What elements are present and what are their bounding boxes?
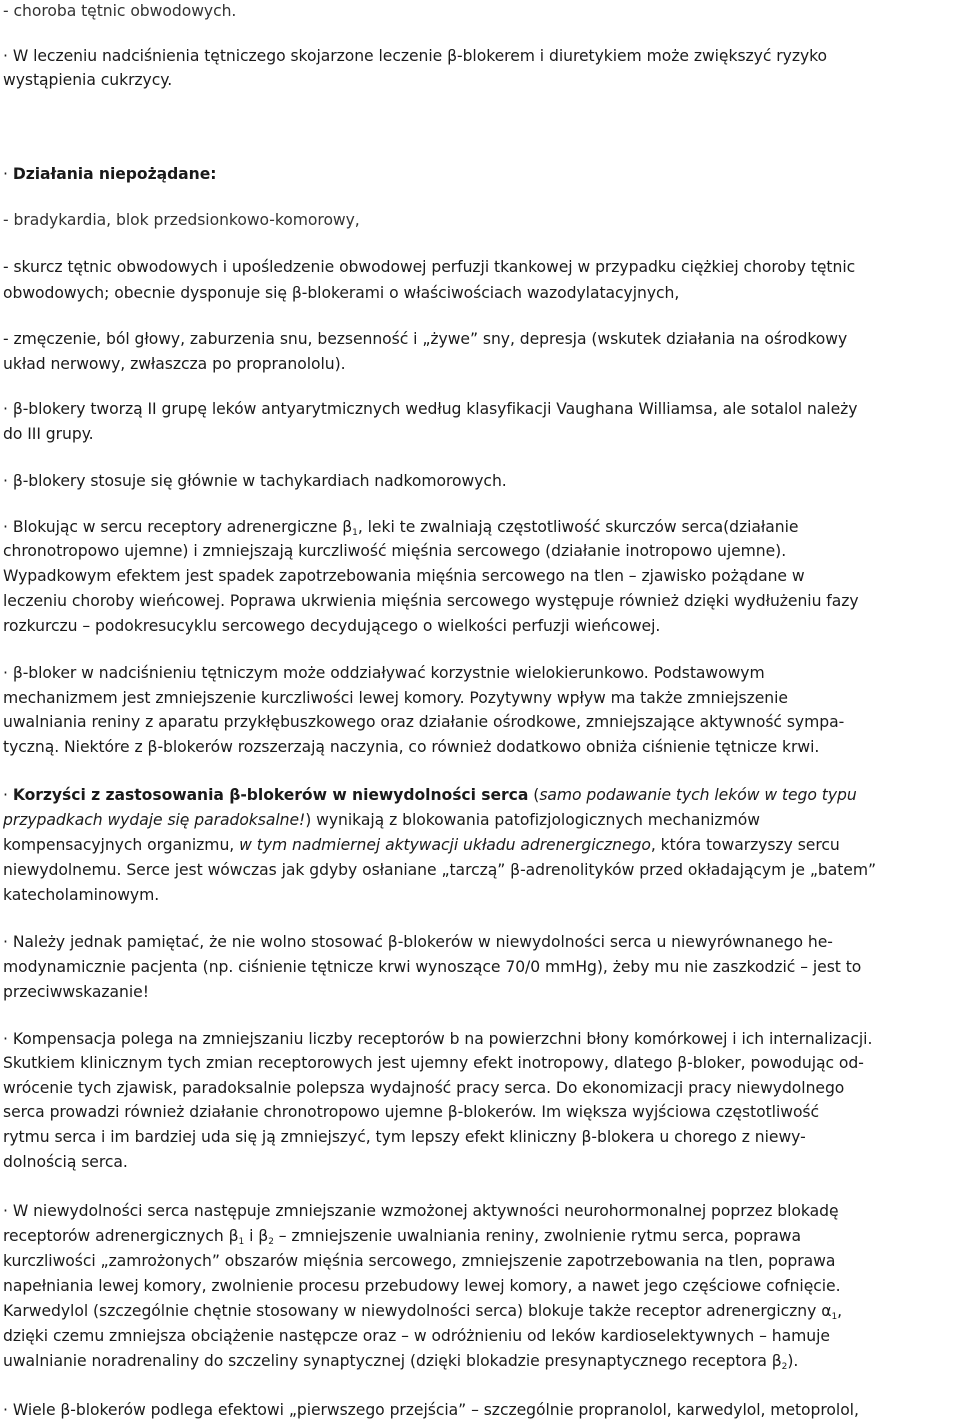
text-run: przeciwwskazanie! <box>3 983 149 1001</box>
text-run: · β-blokery stosuje się głównie w tachykardiach nadkomorowych. <box>3 472 507 490</box>
text-run: do III grupy. <box>3 425 94 443</box>
text-line <box>3 835 840 855</box>
text-run: - choroba tętnic obwodowych. <box>3 2 237 20</box>
text-line <box>3 1251 835 1271</box>
text-run: · W niewydolności serca następuje zmniejszanie wzmożonej aktywności neurohormonalnej poprzez blokadę <box>3 1202 839 1220</box>
text-line <box>3 1053 864 1073</box>
text-line <box>3 860 876 880</box>
italic-text: przypadkach wydaje się paradoksalne! <box>3 811 306 829</box>
text-line <box>3 283 679 303</box>
text-run: · Wiele β-blokerów podlega efektowi „pierwszego przejścia” – szczególnie propranolol, karwedylol, metoprolol, <box>3 1401 859 1419</box>
text-run: · <box>3 165 13 183</box>
text-line <box>3 399 857 419</box>
text-line <box>3 982 149 1002</box>
section-heading <box>3 164 216 184</box>
text-run: wrócenie tych zjawisk, paradoksalnie polepsza wydajność pracy serca. Do ekonomizacji pracy niewydolnego <box>3 1079 845 1097</box>
text-run: Skutkiem klinicznym tych zmian receptorowych jest ujemny efekt inotropowy, dlatego β-bloker, powodując od- <box>3 1054 864 1072</box>
text-run: wystąpienia cukrzycy. <box>3 71 173 89</box>
text-line <box>3 46 827 66</box>
text-run: rytmu serca i im bardziej uda się ją zmniejszyć, tym lepszy efekt kliniczny β-blokera u chorego z niewy- <box>3 1128 806 1146</box>
text-run: tyczną. Niektóre z β-blokerów rozszerzają naczynia, co również dodatkowo obniża ciśnienie tętnicze krwi. <box>3 738 820 756</box>
sub-text: 1 <box>352 528 358 538</box>
text-run: ). <box>787 1352 799 1370</box>
text-run: Wypadkowym efektem jest spadek zapotrzebowania mięśnia sercowego na tlen – zjawisko pożądane w <box>3 567 805 585</box>
text-line <box>3 1152 128 1172</box>
bold-text: Korzyści z zastosowania β-blokerów w niewydolności serca <box>12 786 529 804</box>
italic-text: samo podawanie tych leków w tego typu <box>539 786 857 804</box>
text-run: · Należy jednak pamiętać, że nie wolno stosować β-blokerów w niewydolności serca u niewyrównanego he- <box>3 933 833 951</box>
text-line <box>3 471 507 491</box>
text-run: uwalniania reniny z aparatu przykłębuszkowego oraz działanie ośrodkowe, zmniejszające aktywność sympa- <box>3 713 845 731</box>
text-run: katecholaminowym. <box>3 886 160 904</box>
text-run: ) wynikają z blokowania patofizjologicznych mechanizmów <box>305 811 760 829</box>
sub-text: 2 <box>781 1362 788 1372</box>
text-line <box>3 70 172 90</box>
text-line <box>3 1351 798 1371</box>
text-run: · β-blokery tworzą II grupę leków antyarytmicznych według klasyfikacji Vaughana Williamsa, ale sotalol należy <box>3 400 858 418</box>
text-line <box>3 1078 844 1098</box>
text-line <box>3 712 844 732</box>
text-run: kompensacyjnych organizmu, <box>3 836 240 854</box>
text-run: mechanizmem jest zmniejszenie kurczliwości lewej komory. Pozytywny wpływ ma także zmniejszenie <box>3 689 788 707</box>
text-line <box>3 1102 819 1122</box>
text-run: · <box>3 786 13 804</box>
text-line <box>3 1326 830 1346</box>
text-run: serca prowadzi również działanie chronotropowo ujemne β-blokerów. Im większa wyjściowa częstotliwość <box>3 1103 820 1121</box>
text-run: ( <box>528 786 540 804</box>
text-run: · β-bloker w nadciśnieniu tętniczym może oddziaływać korzystnie wielokierunkowo. Podstawowym <box>3 664 765 682</box>
text-run: modynamicznie pacjenta (np. ciśnienie tętnicze krwi wynoszące 70/0 mmHg), żeby mu nie zaszkodzić – jest to <box>3 958 862 976</box>
text-run: chronotropowo ujemne) i zmniejszają kurczliwość mięśnia sercowego (działanie inotropowo ujemne). <box>3 542 787 560</box>
text-run: · Blokując w sercu receptory adrenergiczne β <box>3 518 353 536</box>
text-run: kurczliwości „zamrożonych” obszarów mięśnia sercowego, zmniejszenie zapotrzebowania na tlen, poprawa <box>3 1252 836 1270</box>
text-line <box>3 1400 859 1420</box>
text-line <box>3 329 847 349</box>
text-run: · W leczeniu nadciśnienia tętniczego skojarzone leczenie β-blokerem i diuretykiem może zwiększyć ryzyko <box>3 47 828 65</box>
italic-text: w tym nadmiernej aktywacji układu adrenergicznego <box>239 836 651 854</box>
text-line <box>3 932 833 952</box>
text-run: dzięki czemu zmniejsza obciążenie następcze oraz – w odróżnieniu od leków kardioselektywnych – hamuje <box>3 1327 830 1345</box>
text-run: , leki te zwalniają częstotliwość skurczów serca(działanie <box>357 518 799 536</box>
section-heading <box>3 785 857 805</box>
text-run: i β <box>244 1227 269 1245</box>
sub-text: 2 <box>268 1237 274 1247</box>
text-run: obwodowych; obecnie dysponuje się β-blokerami o właściwościach wazodylatacyjnych, <box>3 284 680 302</box>
text-line <box>3 663 765 683</box>
text-line <box>3 591 859 611</box>
text-line <box>3 354 346 374</box>
text-line <box>3 1226 801 1246</box>
text-run: - bradykardia, blok przedsionkowo-komorowy, <box>3 211 360 229</box>
text-run: - zmęczenie, ból głowy, zaburzenia snu, bezsenność i „żywe” sny, depresja (wskutek działania na ośrodkowy <box>3 330 848 348</box>
bold-text: Działania niepożądane: <box>12 165 217 183</box>
text-line <box>3 1301 842 1321</box>
text-line <box>3 566 805 586</box>
text-line <box>3 1127 806 1147</box>
text-line <box>3 957 861 977</box>
text-run: , <box>837 1302 843 1320</box>
text-run: układ nerwowy, zwłaszcza po propranololu). <box>3 355 346 373</box>
text-run: uwalnianie noradrenaliny do szczeliny synaptycznej (dzięki blokadzie presynaptycznego receptora β <box>3 1352 782 1370</box>
text-line <box>3 257 855 277</box>
text-line <box>3 737 819 757</box>
text-run: , która towarzyszy sercu <box>650 836 840 854</box>
text-line <box>3 885 159 905</box>
sub-text: 1 <box>831 1312 838 1322</box>
text-run: - skurcz tętnic obwodowych i upośledzenie obwodowej perfuzji tkankowej w przypadku ciężkiej choroby tętnic <box>3 258 856 276</box>
text-run: niewydolnemu. Serce jest wówczas jak gdyby osłaniane „tarczą” β-adrenolityków przed okładającym je „batem” <box>3 861 877 879</box>
text-line <box>3 1029 872 1049</box>
text-run: – zmniejszenie uwalniania reniny, zwolnienie rytmu serca, poprawa <box>273 1227 802 1245</box>
text-line <box>3 688 788 708</box>
text-line <box>3 810 760 830</box>
sub-text: 1 <box>238 1237 245 1247</box>
text-line <box>3 424 94 444</box>
text-run: rozkurczu – podokresucyklu sercowego decydującego o wielkości perfuzji wieńcowej. <box>3 617 661 635</box>
text-line <box>3 210 360 230</box>
text-run: napełniania lewej komory, zwolnienie procesu przebudowy lewej komory, a nawet jego częściowe cofnięcie. <box>3 1277 841 1295</box>
text-line <box>3 517 798 537</box>
text-line <box>3 1201 839 1221</box>
text-run: Karwedylol (szczególnie chętnie stosowany w niewydolności serca) blokuje także receptor adrenergiczny α <box>3 1302 832 1320</box>
text-line <box>3 1 236 21</box>
text-run: · Kompensacja polega na zmniejszaniu liczby receptorów b na powierzchni błony komórkowej i ich internalizacji. <box>3 1030 873 1048</box>
text-line <box>3 541 786 561</box>
text-run: dolnością serca. <box>3 1153 128 1171</box>
text-run: leczeniu choroby wieńcowej. Poprawa ukrwienia mięśnia sercowego występuje również dzięki wydłużeniu fazy <box>3 592 859 610</box>
text-line <box>3 1276 841 1296</box>
text-run: receptorów adrenergicznych β <box>3 1227 239 1245</box>
text-line <box>3 616 660 636</box>
